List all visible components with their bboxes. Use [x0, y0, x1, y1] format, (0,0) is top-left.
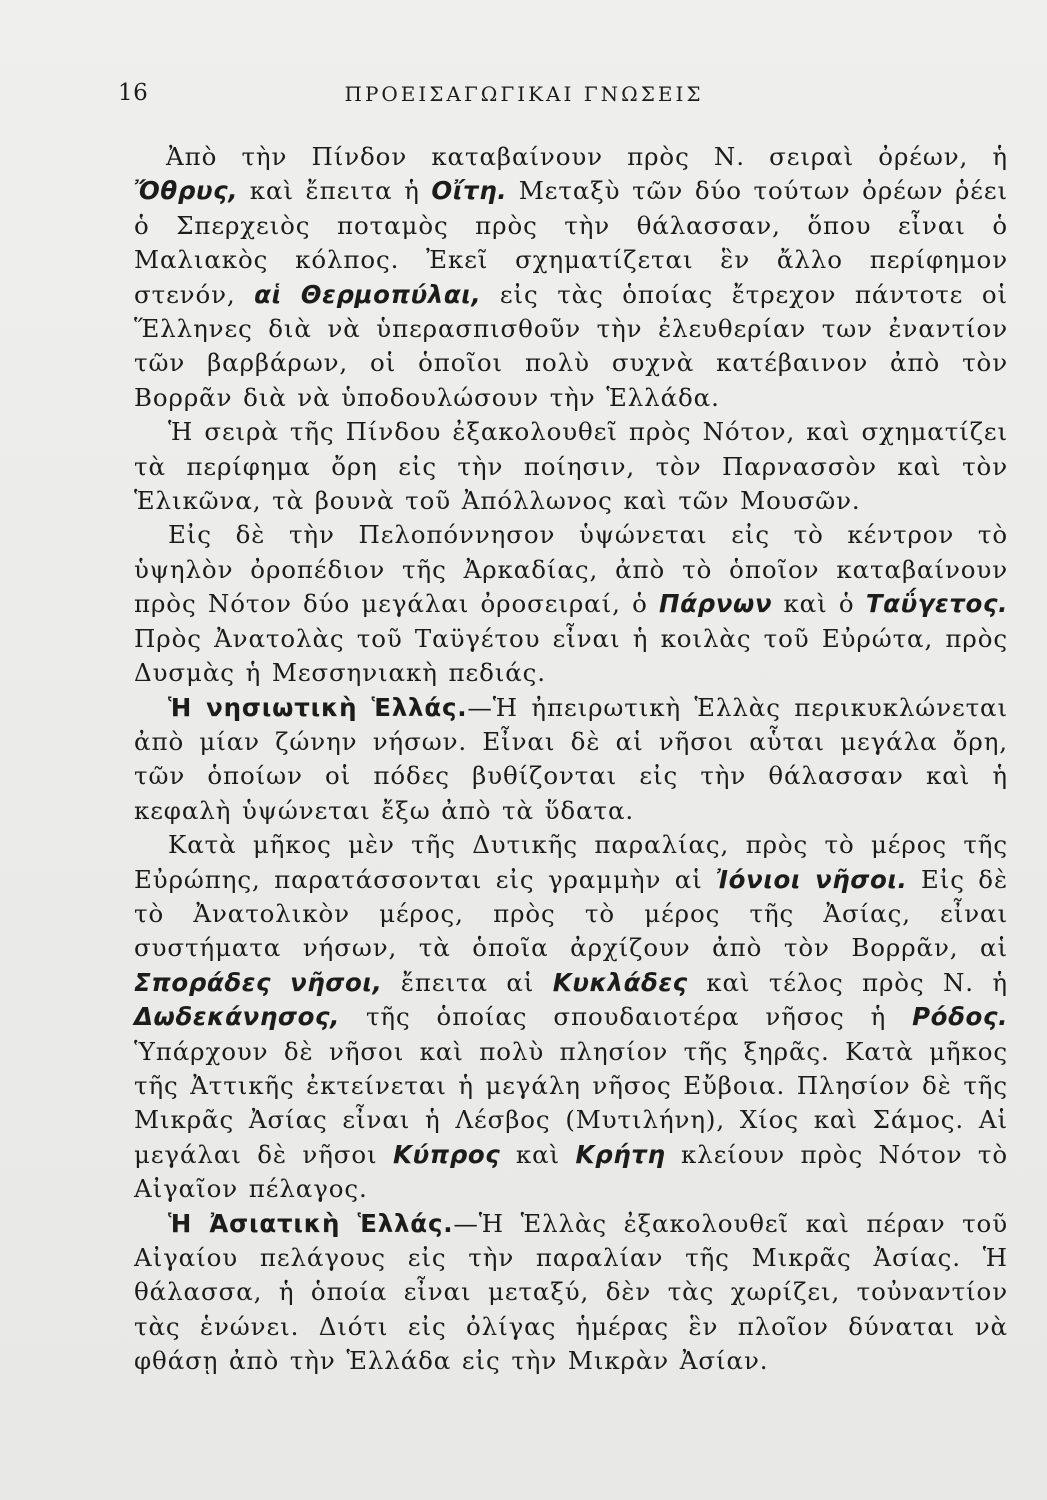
text-run: καὶ ἔπειτα ἡ [238, 176, 432, 206]
paragraph-pindus-south [134, 140, 1008, 415]
text-run: Κατὰ μῆκος μὲν τῆς Δυτικῆς παραλίας, πρὸς τὸ μέρος τῆς Εὐρώπης, παρατάσσονται εἰς γραμμὴν αἱ [134, 830, 1008, 894]
term-parnon: Πάρνων [659, 589, 773, 619]
page-number: 16 [118, 80, 149, 106]
paragraph-parnassus [134, 415, 1008, 518]
term-cyclades: Κυκλάδες [552, 967, 688, 997]
text-run: ἔπειτα αἱ [382, 967, 553, 997]
term-rhodes: Ρόδος. [912, 1002, 1008, 1032]
text-run: καὶ ὁ [772, 589, 866, 619]
text-run: καὶ [500, 1139, 576, 1169]
text-run: Εἰς δὲ τὸ Ἀνατολικὸν μέρος, πρὸς τὸ μέρος τῆς Ἀσίας, εἶναι συστήματα νήσων, τὰ ὁποῖα ἀρχίζουν ἀπὸ τὸν Βορρᾶν, αἱ [134, 864, 1008, 963]
text-run: τῆς ὁποίας σπουδαιοτέρα νῆσος ἡ [340, 1002, 913, 1032]
page-header [118, 80, 930, 110]
term-oiti: Οἴτη. [431, 176, 508, 206]
term-othrys: Ὄθρυς, [134, 176, 239, 206]
term-thermopylae: αἱ Θερμοπύλαι, [254, 279, 482, 309]
term-dodecanese: Δωδεκάνησος, [134, 1002, 341, 1032]
text-run: εἰς τὰς ὁποίας ἔτρεχον πάντοτε οἱ Ἕλληνες διὰ νὰ ὑπερασπισθοῦν τὴν ἐλευθερίαν των ἐναντίον τῶν βαρβάρων, οἱ ὁποῖοι πολὺ συχνὰ κατέβαινον ἀπὸ τὸν Βορρᾶν διὰ νὰ ὑποδουλώσουν τὴν Ἑλλάδα. [134, 279, 1008, 412]
section-heading-island-greece: Ἡ νησιωτικὴ Ἑλλάς. [168, 692, 468, 722]
text-run: Εἰς δὲ τὴν Πελοπόννησον ὑψώνεται εἰς τὸ κέντρον τὸ ὑψηλὸν ὀροπέδιον τῆς Ἀρκαδίας, ἀπὸ τὸ ὁποῖον καταβαίνουν πρὸς Νότον δύο μεγάλαι ὀροσειραί, ὁ [134, 520, 1008, 619]
term-cyprus: Κύπρος [393, 1139, 501, 1169]
paragraph-islands [134, 828, 1008, 1206]
text-run: κλείουν πρὸς Νότον τὸ Αἰγαῖον πέλαγος. [134, 1139, 1009, 1204]
running-title: ΠΡΟΕΙΣΑΓΩΓΙΚΑΙ ΓΝΩΣΕΙΣ [344, 82, 704, 106]
term-ionian-islands: Ἰόνιοι νῆσοι. [716, 864, 908, 894]
text-run: Ἡ σειρὰ τῆς Πίνδου ἐξακολουθεῖ πρὸς Νότον, καὶ σχηματίζει τὰ περίφημα ὄρη εἰς τὴν ποίησιν, τὸν Παρνασσὸν καὶ τὸν Ἑλικῶνα, τὰ βουνὰ τοῦ Ἀπόλλωνος καὶ τῶν Μουσῶν. [134, 417, 1008, 516]
text-run: Ἀπὸ τὴν Πίνδον καταβαίνουν πρὸς Ν. σειραὶ ὀρέων, ἡ [166, 142, 1008, 171]
text-run: Μεταξὺ τῶν δύο τούτων ὀρέων ῥέει ὁ Σπερχειὸς ποταμὸς πρὸς τὴν θάλασσαν, ὅπου εἶναι ὁ Μαλιακὸς κόλπος. Ἐκεῖ σχηματίζεται ἓν ἄλλο περίφημον στενόν, [134, 176, 1008, 309]
paragraph-asiatic-greece [134, 1207, 1008, 1379]
section-heading-asiatic-greece: Ἡ Ἀσιατικὴ Ἑλλάς. [168, 1208, 454, 1238]
term-sporades: Σποράδες νῆσοι, [134, 967, 383, 997]
text-run: Πρὸς Ἀνατολὰς τοῦ Ταϋγέτου εἶναι ἡ κοιλὰς τοῦ Εὐρώτα, πρὸς Δυσμὰς ἡ Μεσσηνιακὴ πεδιάς. [134, 623, 1008, 688]
body-text [134, 140, 1008, 1379]
paragraph-island-greece [134, 691, 1008, 829]
term-taygetos: Ταΰγετος. [865, 589, 1008, 619]
text-run: Ὑπάρχουν δὲ νῆσοι καὶ πολὺ πλησίον τῆς ξηρᾶς. Κατὰ μῆκος τῆς Ἀττικῆς ἐκτείνεται ἡ μεγάλη νῆσος Εὔβοια. Πλησίον δὲ τῆς Μικρᾶς Ἀσίας εἶναι ἡ Λέσβος (Μυτιλήνη), Χίος καὶ Σάμος. Αἱ μεγάλαι δὲ νῆσοι [134, 1036, 1008, 1169]
text-run: —Ἡ ἠπειρωτικὴ Ἑλλὰς περικυκλώνεται ἀπὸ μίαν ζώνην νήσων. Εἶναι δὲ αἱ νῆσοι αὗται μεγάλα ὄρη, τῶν ὁποίων οἱ πόδες βυθίζονται εἰς τὴν θάλασσαν καὶ ἡ κεφαλὴ ὑψώνεται ἔξω ἀπὸ τὰ ὕδατα. [134, 692, 1008, 825]
term-crete: Κρήτη [575, 1139, 666, 1169]
text-run: καὶ τέλος πρὸς Ν. ἡ [687, 967, 1008, 997]
paragraph-peloponnese [134, 518, 1008, 690]
text-run: —Ἡ Ἑλλὰς ἐξακολουθεῖ καὶ πέραν τοῦ Αἰγαίου πελάγους εἰς τὴν παραλίαν τῆς Μικρᾶς Ἀσίας. Ἡ θάλασσα, ἡ ὁποία εἶναι μεταξύ, δὲν τὰς χωρίζει, τοὐναντίον τὰς ἑνώνει. Διότι εἰς ὀλίγας ἡμέρας ἓν πλοῖον δύναται νὰ φθάσῃ ἀπὸ τὴν Ἑλλάδα εἰς τὴν Μικρὰν Ἀσίαν. [134, 1208, 1008, 1376]
